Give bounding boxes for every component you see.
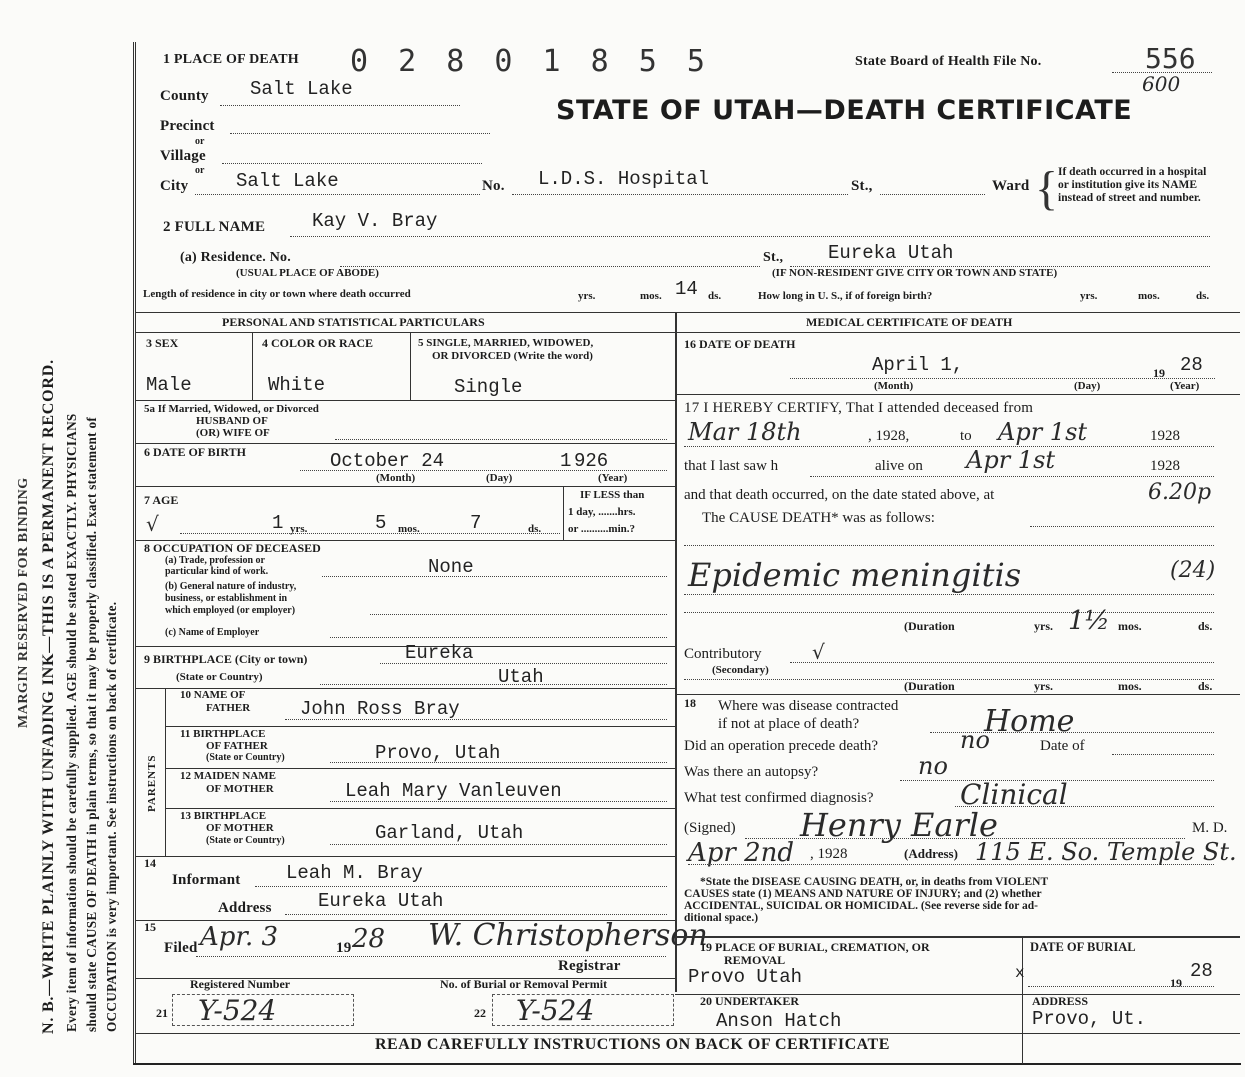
mother-label-1: 12 MAIDEN NAME xyxy=(180,770,276,782)
signed-label: (Signed) xyxy=(684,820,736,836)
file-no: 556 xyxy=(1145,42,1196,75)
contributory-mark: √ xyxy=(812,640,825,664)
sex-value: Male xyxy=(146,374,192,396)
dob-label: 6 DATE OF BIRTH xyxy=(144,445,246,459)
address-label: (Address) xyxy=(904,846,958,861)
footnote-1: *State the DISEASE CAUSING DEATH, or, in deaths from VIOLENT xyxy=(700,876,1049,888)
place-of-death-label: 1 PLACE OF DEATH xyxy=(163,52,299,67)
residence-value: Eureka Utah xyxy=(828,242,954,264)
if-less-than: IF LESS than xyxy=(580,489,645,501)
row-rule-7 xyxy=(165,726,675,727)
st-label: St., xyxy=(851,178,873,194)
marital-label-1: 5 SINGLE, MARRIED, WIDOWED, xyxy=(418,337,594,349)
birthplace-state: Utah xyxy=(498,666,544,688)
mother-bp-label-3: (State or Country) xyxy=(206,835,285,846)
no-line xyxy=(512,194,848,195)
spouse-label-2: HUSBAND OF xyxy=(196,415,268,427)
dod-year: 28 xyxy=(1180,354,1203,376)
spouse-label-1: 5a If Married, Widowed, or Divorced xyxy=(144,403,319,415)
age-yrs-value: 1 xyxy=(272,512,284,534)
reg-no-value: Y-524 xyxy=(198,994,277,1027)
color-divider xyxy=(410,332,411,400)
dob-month-caption: (Month) xyxy=(376,472,416,484)
filed-19: 19 xyxy=(336,940,352,956)
row-rule-9 xyxy=(165,808,675,809)
mother-line xyxy=(330,801,667,802)
burial-date-line xyxy=(1028,986,1214,987)
filed-year: 28 xyxy=(352,924,386,954)
mother-bp-label-2: OF MOTHER xyxy=(206,822,274,834)
last-saw-label: that I last saw h xyxy=(684,458,779,474)
margin-reserved-note: MARGIN RESERVED FOR BINDING xyxy=(16,477,31,728)
attended-line xyxy=(684,446,1214,447)
date-of-label: Date of xyxy=(1040,738,1085,754)
village-line xyxy=(222,163,482,164)
st-line xyxy=(880,194,985,195)
burial-year: 28 xyxy=(1190,960,1213,982)
contracted-number: 18 xyxy=(684,696,696,710)
length-ds: ds. xyxy=(708,290,722,302)
birthplace-state-label: (State or Country) xyxy=(176,671,263,683)
file-no-handwritten: 600 xyxy=(1142,72,1181,96)
undertaker-address-label: ADDRESS xyxy=(1032,994,1089,1008)
residence-label: (a) Residence. No. xyxy=(180,250,291,265)
form-left-border xyxy=(133,42,136,1064)
dod-19: 19 xyxy=(1153,366,1165,380)
contracted-label-2: if not at place of death? xyxy=(718,716,860,732)
age-divider xyxy=(563,486,564,540)
institution-note: If death occurred in a hospital or institution give its NAME instead of street and number. xyxy=(1058,166,1207,204)
contracted-label-1: Where was disease contracted xyxy=(718,698,899,714)
test-value: Clinical xyxy=(960,778,1068,811)
cause-blank-line xyxy=(1030,526,1214,527)
footer-rule xyxy=(135,1033,675,1034)
duration-yrs: yrs. xyxy=(1034,619,1053,633)
right-rule-5 xyxy=(675,1033,1240,1034)
occupation-a1: (a) Trade, profession or xyxy=(165,555,265,566)
cause-value: Epidemic meningitis xyxy=(688,556,1022,594)
attended-to-label: to xyxy=(960,428,972,444)
city-value: Salt Lake xyxy=(236,170,339,192)
side-note-line1: N. B.—WRITE PLAINLY WITH UNFADING INK—THIS IS A PERMANENT RECORD. xyxy=(40,359,57,1034)
ward-label: Ward xyxy=(992,178,1030,194)
certify-line: 17 I HEREBY CERTIFY, That I attended deceased from xyxy=(684,400,1034,416)
duration-label: (Duration xyxy=(904,619,955,633)
full-name-line xyxy=(290,236,1210,237)
county-label: County xyxy=(160,88,209,104)
color-label: 4 COLOR OR RACE xyxy=(262,336,374,350)
burial-label-2: REMOVAL xyxy=(724,953,786,967)
residence-line xyxy=(340,266,760,267)
marital-value: Single xyxy=(454,376,523,398)
length-mos: mos. xyxy=(640,290,662,302)
age-ds: ds. xyxy=(528,523,542,535)
or-min: or ..........min.? xyxy=(568,523,636,535)
right-rule-1 xyxy=(675,394,1240,395)
footnote-3: ACCIDENTAL, SUICIDAL OR HOMICIDAL. (See reverse side for ad- xyxy=(684,900,1038,912)
medical-section-title: MEDICAL CERTIFICATE OF DEATH xyxy=(806,315,1013,329)
dob-day-caption: (Day) xyxy=(486,472,513,484)
how-long-us: How long in U. S., if of foreign birth? xyxy=(758,290,933,302)
center-divider xyxy=(675,312,677,992)
form-bottom-border xyxy=(133,1063,1241,1065)
occupation-value: None xyxy=(428,556,474,578)
duration-mos: mos. xyxy=(1118,619,1142,633)
physician-address-line xyxy=(688,864,1214,865)
burial-place: Provo Utah xyxy=(688,966,803,988)
side-note-line4: OCCUPATION is very important. See instructions on back of certificate. xyxy=(104,601,119,1032)
attended-to-year: 1928 xyxy=(1150,428,1180,444)
duration2-label: (Duration xyxy=(904,679,955,693)
burial-19: 19 xyxy=(1170,976,1182,990)
full-name-label: 2 FULL NAME xyxy=(163,219,266,235)
alive-on-label: alive on xyxy=(875,458,923,474)
footnote-2: CAUSES state (1) MEANS AND NATURE OF INJURY; and (2) whether xyxy=(684,888,1042,900)
color-value: White xyxy=(268,374,326,396)
no-label: No. xyxy=(482,178,505,194)
duration2-mos: mos. xyxy=(1118,679,1142,693)
operation-line xyxy=(1112,754,1214,755)
father-line xyxy=(285,719,667,720)
dob-year: 926 xyxy=(574,450,609,472)
spouse-label-3: (OR) WIFE OF xyxy=(196,427,270,439)
autopsy-label: Was there an autopsy? xyxy=(684,764,819,780)
side-note-line3: should state CAUSE OF DEATH in plain terms, so that it may be properly classified. Exact statement of xyxy=(84,416,99,1032)
spouse-line xyxy=(335,439,667,440)
burial-date-x: x xyxy=(1015,964,1025,982)
dod-month-caption: (Month) xyxy=(874,380,914,392)
age-yrs: yrs. xyxy=(290,523,308,535)
father-label-2: FATHER xyxy=(206,702,251,714)
mother-birthplace: Garland, Utah xyxy=(375,822,524,844)
father-bp-label-1: 11 BIRTHPLACE xyxy=(180,728,266,740)
personal-section-title: PERSONAL AND STATISTICAL PARTICULARS xyxy=(222,315,485,329)
dob-year-caption: (Year) xyxy=(598,472,628,484)
alive-line xyxy=(810,476,1214,477)
signed-date: Apr 2nd xyxy=(688,838,795,868)
dod-line xyxy=(790,378,1215,379)
father-value: John Ross Bray xyxy=(300,698,460,720)
parents-divider xyxy=(165,688,166,856)
burial-date-label: DATE OF BURIAL xyxy=(1030,940,1136,954)
dod-value: April 1, xyxy=(872,354,964,376)
city-line xyxy=(195,194,480,195)
day-hrs: 1 day, .......hrs. xyxy=(568,506,636,518)
cause-code: (24) xyxy=(1170,558,1216,583)
age-ds-value: 7 xyxy=(470,512,482,534)
reg-no-label: Registered Number xyxy=(190,977,291,991)
us-ds: ds. xyxy=(1196,290,1210,302)
occupation-a2: particular kind of work. xyxy=(165,566,269,577)
right-rule-3 xyxy=(675,936,1240,938)
informant-number: 14 xyxy=(144,856,156,870)
employer-type-line xyxy=(370,614,667,615)
autopsy-value: no xyxy=(918,752,948,780)
alive-on-year: 1928 xyxy=(1150,458,1180,474)
father-birthplace: Provo, Utah xyxy=(375,742,501,764)
section-top-rule xyxy=(135,312,1240,313)
length-days-value: 14 xyxy=(675,278,698,300)
mother-bp-label-1: 13 BIRTHPLACE xyxy=(180,810,267,822)
informant-address-line xyxy=(285,914,667,915)
burial-divider xyxy=(1022,936,1023,1064)
dob-month-day: October 24 xyxy=(330,450,445,472)
brace: { xyxy=(1035,162,1059,215)
attended-from-year: , 1928, xyxy=(868,428,910,444)
footnote-4: ditional space.) xyxy=(684,912,759,924)
burial-label-1: 19 PLACE OF BURIAL, CREMATION, OR xyxy=(700,940,930,954)
father-label-1: 10 NAME OF xyxy=(180,689,246,701)
marital-label-2: OR DIVORCED (Write the word) xyxy=(432,350,593,362)
registrar-signature: W. Christopherson xyxy=(428,918,708,953)
operation-value: no xyxy=(960,726,990,754)
birthplace-line xyxy=(380,663,667,664)
occupation-b3: which employed (or employer) xyxy=(165,605,296,616)
employer-line xyxy=(330,637,667,638)
county-line xyxy=(220,105,460,106)
us-yrs: yrs. xyxy=(1080,290,1098,302)
or-label-1: or xyxy=(195,136,205,147)
father-bp-line xyxy=(330,762,667,763)
mother-value: Leah Mary Vanleuven xyxy=(345,780,562,802)
death-time: 6.20p xyxy=(1148,480,1212,505)
signed-year: , 1928 xyxy=(810,846,848,862)
us-mos: mos. xyxy=(1138,290,1160,302)
mother-label-2: OF MOTHER xyxy=(206,783,274,795)
row-rule-2 xyxy=(135,443,675,444)
row-rule-1 xyxy=(135,400,675,401)
birthplace-state-line xyxy=(320,684,667,685)
registrar-label: Registrar xyxy=(558,958,621,974)
occupation-line xyxy=(322,576,667,577)
age-line xyxy=(180,533,560,534)
father-bp-label-3: (State or Country) xyxy=(206,752,285,763)
village-label: Village xyxy=(160,148,206,164)
physician-signature: Henry Earle xyxy=(800,806,998,844)
county-value: Salt Lake xyxy=(250,78,353,100)
sex-label: 3 SEX xyxy=(146,336,179,350)
attended-from-date: Mar 18th xyxy=(688,418,802,446)
informant-address-label: Address xyxy=(218,900,272,916)
mother-bp-line xyxy=(330,844,667,845)
file-no-label: State Board of Health File No. xyxy=(855,54,1042,69)
undertaker-label: 20 UNDERTAKER xyxy=(700,994,800,1008)
filed-number: 15 xyxy=(144,920,156,934)
permit-value: Y-524 xyxy=(516,994,595,1027)
cause-value-line xyxy=(684,594,1214,595)
occupation-b1: (b) General nature of industry, xyxy=(165,581,297,592)
test-label: What test confirmed diagnosis? xyxy=(684,790,874,806)
full-name-value: Kay V. Bray xyxy=(312,210,438,232)
cause-line-2 xyxy=(684,545,1214,546)
contributory-line xyxy=(790,662,1214,663)
cause-line-4 xyxy=(684,612,1214,613)
filed-line xyxy=(196,956,666,957)
duration-mos-value: 1½ xyxy=(1068,606,1110,636)
undertaker-address: Provo, Ut. xyxy=(1032,1008,1147,1030)
city-label: City xyxy=(160,178,189,194)
sex-divider xyxy=(252,332,253,400)
reg-no-index: 21 xyxy=(156,1006,168,1020)
permit-label: No. of Burial or Removal Permit xyxy=(440,977,608,991)
informant-value: Leah M. Bray xyxy=(286,862,423,884)
dod-day-caption: (Day) xyxy=(1074,380,1101,392)
secondary-caption: (Secondary) xyxy=(712,664,769,676)
age-check: √ xyxy=(146,512,159,536)
physician-address: 115 E. So. Temple St. xyxy=(975,838,1237,866)
length-residence-label: Length of residence in city or town where death occurred xyxy=(143,288,411,300)
nonresident-caption: (IF NON-RESIDENT GIVE CITY OR TOWN AND STATE) xyxy=(772,267,1058,279)
death-occurred-label: and that death occurred, on the date stated above, at xyxy=(684,487,995,503)
attended-to-date: Apr 1st xyxy=(998,418,1088,446)
father-bp-label-2: OF FATHER xyxy=(206,740,268,752)
age-mos-value: 5 xyxy=(375,512,387,534)
filed-date: Apr. 3 xyxy=(200,922,279,952)
precinct-line xyxy=(230,133,490,134)
informant-address: Eureka Utah xyxy=(318,890,444,912)
age-label: 7 AGE xyxy=(144,493,179,507)
duration2-ds: ds. xyxy=(1198,679,1213,693)
side-note-line2: Every item of information should be carefully supplied. AGE should be stated EXACTLY. PHYSICIANS xyxy=(64,413,79,1032)
duration2-yrs: yrs. xyxy=(1034,679,1053,693)
parents-side-label: PARENTS xyxy=(146,754,158,812)
occupation-c: (c) Name of Employer xyxy=(165,627,260,638)
usual-place-caption: (USUAL PLACE OF ABODE) xyxy=(236,267,379,279)
read-instructions: READ CAREFULLY INSTRUCTIONS ON BACK OF CERTIFICATE xyxy=(375,1036,890,1053)
row-rule-10 xyxy=(135,856,675,857)
residence-st-label: St., xyxy=(763,250,784,265)
occupation-label: 8 OCCUPATION OF DECEASED xyxy=(144,541,321,555)
birthplace-city: Eureka xyxy=(405,642,474,664)
stamp-number: 0 2 8 0 1 8 5 5 xyxy=(350,44,711,79)
length-yrs: yrs. xyxy=(578,290,596,302)
filed-label: Filed xyxy=(164,940,198,956)
right-rule-2 xyxy=(675,694,1240,695)
occupation-b2: business, or establishment in xyxy=(165,593,288,604)
birthplace-label: 9 BIRTHPLACE (City or town) xyxy=(144,652,308,666)
informant-line xyxy=(255,886,667,887)
dob-year-prefix: 1 xyxy=(560,450,572,472)
alive-on-date: Apr 1st xyxy=(966,446,1056,474)
undertaker-value: Anson Hatch xyxy=(716,1010,842,1032)
dod-label: 16 DATE OF DEATH xyxy=(684,337,796,351)
contributory-label: Contributory xyxy=(684,646,762,662)
md-label: M. D. xyxy=(1192,820,1228,836)
precinct-label: Precinct xyxy=(160,118,215,134)
informant-label: Informant xyxy=(172,872,241,888)
cause-label: The CAUSE DEATH* was as follows: xyxy=(702,510,935,526)
permit-index: 22 xyxy=(474,1006,486,1020)
operation-label: Did an operation precede death? xyxy=(684,738,879,754)
row-rule-8 xyxy=(165,768,675,769)
age-mos: mos. xyxy=(398,523,420,535)
hospital-value: L.D.S. Hospital xyxy=(538,168,710,190)
row-rule-3 xyxy=(135,486,675,487)
duration-ds: ds. xyxy=(1198,619,1213,633)
contracted-value: Home xyxy=(984,704,1075,739)
section-sub-rule xyxy=(135,332,1240,333)
or-label-2: or xyxy=(195,165,205,176)
certificate-title: STATE OF UTAH—DEATH CERTIFICATE xyxy=(556,95,1133,126)
dod-year-caption: (Year) xyxy=(1170,380,1200,392)
